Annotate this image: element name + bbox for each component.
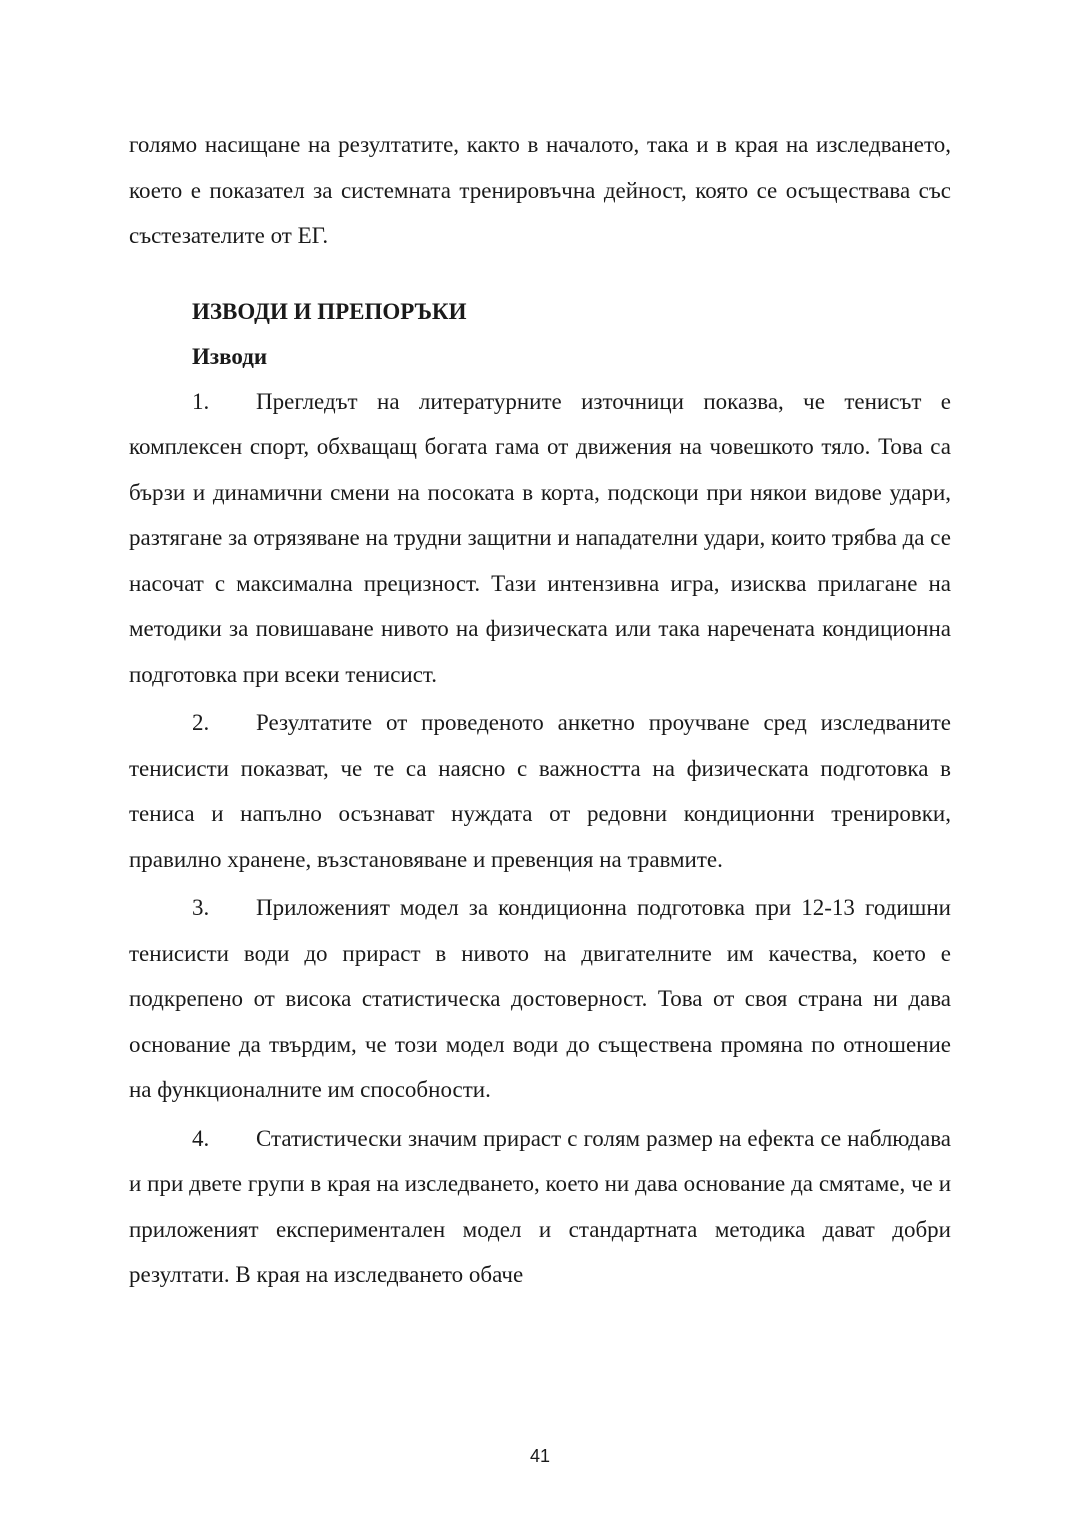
item-number: 4.	[192, 1125, 210, 1151]
conclusion-item-1	[129, 379, 951, 698]
item-text: Резултатите от проведеното анкетно проучване сред изследваните тенисисти показват, че те са наясно с важността на физическата подготовка в тениса и напълно осъзнават нуждата от редовни кондиционни тренировки, правилно хранене, възстановяване и превенция на травмите.	[129, 710, 951, 872]
item-text: Статистически значим прираст с голям размер на ефекта се наблюдава и при двете групи в края на изследването, което ни дава основание да смятаме, че и приложеният експериментален модел и стандартната методика дават добри резултати. В края на изследването обаче	[129, 1125, 951, 1287]
section-heading: ИЗВОДИ И ПРЕПОРЪКИ	[192, 298, 467, 324]
item-number: 2.	[192, 710, 210, 735]
item-text: Приложеният модел за кондиционна подготовка при 12-13 годишни тенисисти води до прираст в нивото на двигателните им качества, което е подкрепено от висока статистическа достоверност. Това от своя страна ни дава основание да твърдим, че този модел води до съществена промяна по отношение на функционалните им способности.	[129, 895, 951, 1102]
section-subheading: Изводи	[192, 343, 268, 369]
item-number: 3.	[192, 895, 210, 920]
document-page	[129, 122, 951, 1301]
conclusion-item-4	[129, 1116, 951, 1298]
page-number: 41	[529, 1446, 551, 1466]
item-number: 1.	[192, 388, 210, 414]
item-text: Прегледът на литературните източници показва, че тенисът е комплексен спорт, обхващащ богата гама от движения на човешкото тяло. Това са бързи и динамични смени на посоката в корта, подскоци при някои видове удари, разтягане за отрязяване на трудни защитни и нападателни удари, които трябва да се насочат с максимална прецизност. Тази интензивна игра, изисква прилагане на методики за повишаване нивото на физическата или така наречената кондиционна подготовка при всеки тенисист.	[129, 388, 951, 687]
conclusion-item-2	[129, 700, 951, 882]
intro-paragraph: голямо насищане на резултатите, както в началото, така и в края на изследването, което е показател за системната тренировъчна дейност, която се осъществава със състезателите от ЕГ.	[129, 132, 951, 248]
conclusion-item-3	[129, 885, 951, 1113]
